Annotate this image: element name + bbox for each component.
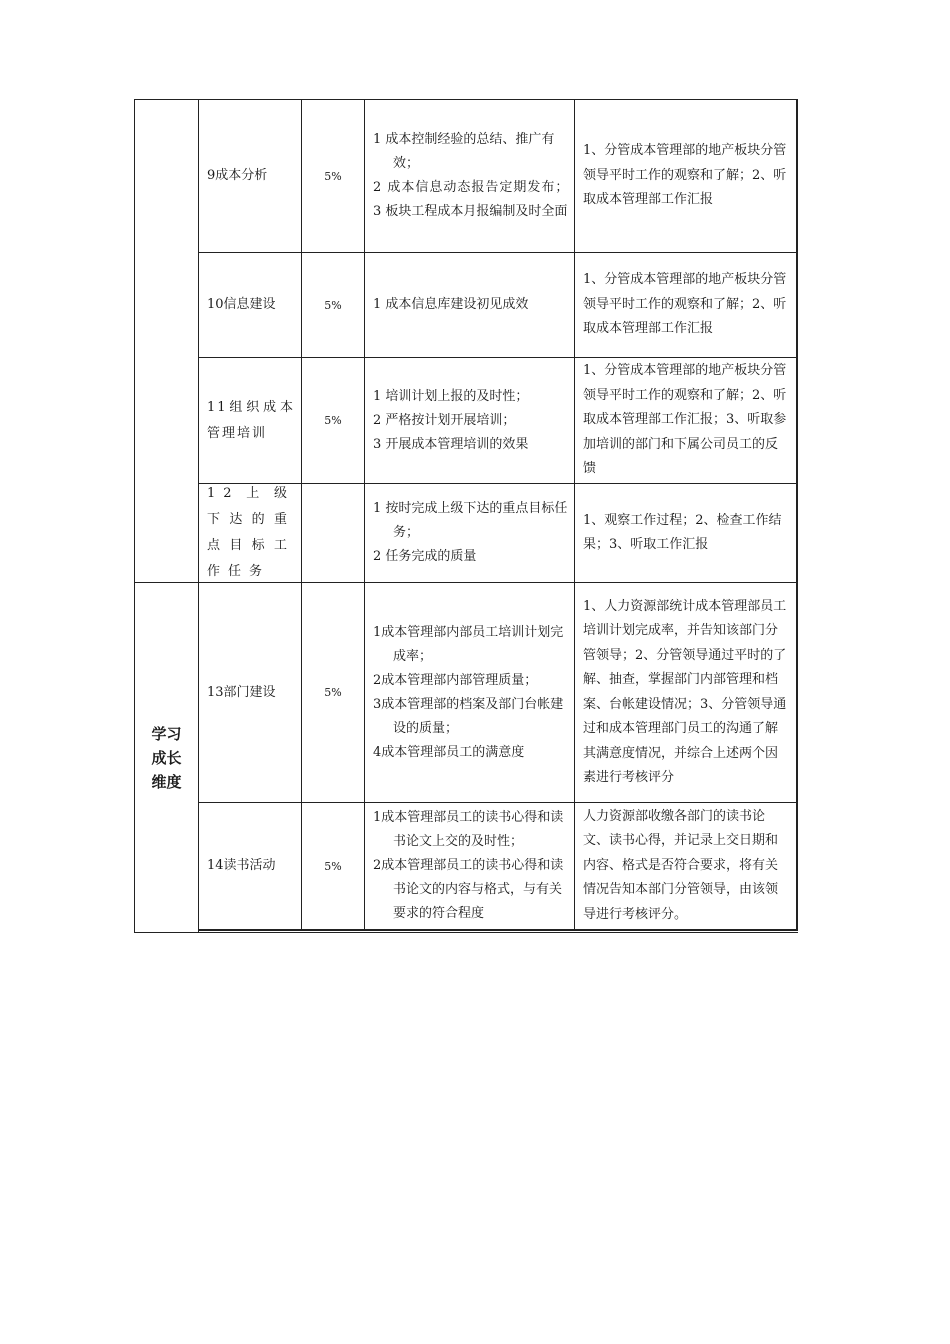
item-cell: 11组织成本管理培训	[199, 358, 302, 484]
weight-cell: 5%	[302, 253, 365, 358]
item-cell: 10信息建设	[199, 253, 302, 358]
criteria-cell: 1 按时完成上级下达的重点目标任务； 2 任务完成的质量	[365, 484, 575, 583]
assessment-table	[134, 99, 798, 933]
table-row	[199, 803, 798, 933]
dimension-cell-blank	[134, 100, 199, 253]
criteria-cell: 1 培训计划上报的及时性； 2 严格按计划开展培训； 3 开展成本管理培训的效果	[365, 358, 575, 484]
criteria-cell: 1 成本控制经验的总结、推广有效； 2 成本信息动态报告定期发布； 3 板块工程成本月报编制及时全面	[365, 100, 575, 253]
criteria-cell: 1成本管理部员工的读书心得和读书论文上交的及时性； 2成本管理部员工的读书心得和读书论文的内容与格式，与有关要求的符合程度	[365, 803, 575, 930]
dimension-cell-blank	[134, 253, 199, 358]
criteria-cell: 1 成本信息库建设初见成效	[365, 253, 575, 358]
weight-cell: 5%	[302, 100, 365, 253]
item-cell: 13部门建设	[199, 583, 302, 803]
item-cell: 9成本分析	[199, 100, 302, 253]
table-row	[199, 583, 798, 803]
method-cell: 1、分管成本管理部的地产板块分管领导平时工作的观察和了解；2、听取成本管理部工作汇报	[575, 100, 798, 253]
table-row	[134, 253, 798, 358]
dimension-cell-blank	[134, 358, 199, 484]
weight-cell: 5%	[302, 583, 365, 803]
item-cell: 12上级下达的重点目标工作任务	[199, 484, 302, 583]
table-row	[134, 484, 798, 583]
table-row	[134, 99, 798, 253]
method-cell: 1、分管成本管理部的地产板块分管领导平时工作的观察和了解；2、听取成本管理部工作汇报	[575, 253, 798, 358]
table-row	[134, 358, 798, 484]
method-cell: 1、分管成本管理部的地产板块分管领导平时工作的观察和了解；2、听取成本管理部工作汇报；3、听取参加培训的部门和下属公司员工的反馈	[575, 358, 798, 484]
dimension-label: 学习成长维度	[134, 583, 199, 933]
item-cell: 14读书活动	[199, 803, 302, 930]
weight-cell: 5%	[302, 803, 365, 930]
method-cell: 1、观察工作过程；2、检查工作结果；3、听取工作汇报	[575, 484, 798, 583]
method-cell: 人力资源部收缴各部门的读书论文、读书心得，并记录上交日期和内容、格式是否符合要求，将有关情况告知本部门分管领导，由该领导进行考核评分。	[575, 803, 798, 930]
weight-cell	[302, 484, 365, 583]
dimension-cell-blank	[134, 484, 199, 583]
method-cell: 1、人力资源部统计成本管理部员工培训计划完成率，并告知该部门分管领导；2、分管领导通过平时的了解、抽查，掌握部门内部管理和档案、台帐建设情况；3、分管领导通过和成本管理部门员工的沟通了解其满意度情况，并综合上述两个因素进行考核评分	[575, 583, 798, 803]
criteria-cell: 1成本管理部内部员工培训计划完成率； 2成本管理部内部管理质量； 3成本管理部的档案及部门台帐建设的质量； 4成本管理部员工的满意度	[365, 583, 575, 803]
weight-cell: 5%	[302, 358, 365, 484]
dimension-group	[134, 583, 798, 933]
dimension-rows	[199, 583, 798, 933]
